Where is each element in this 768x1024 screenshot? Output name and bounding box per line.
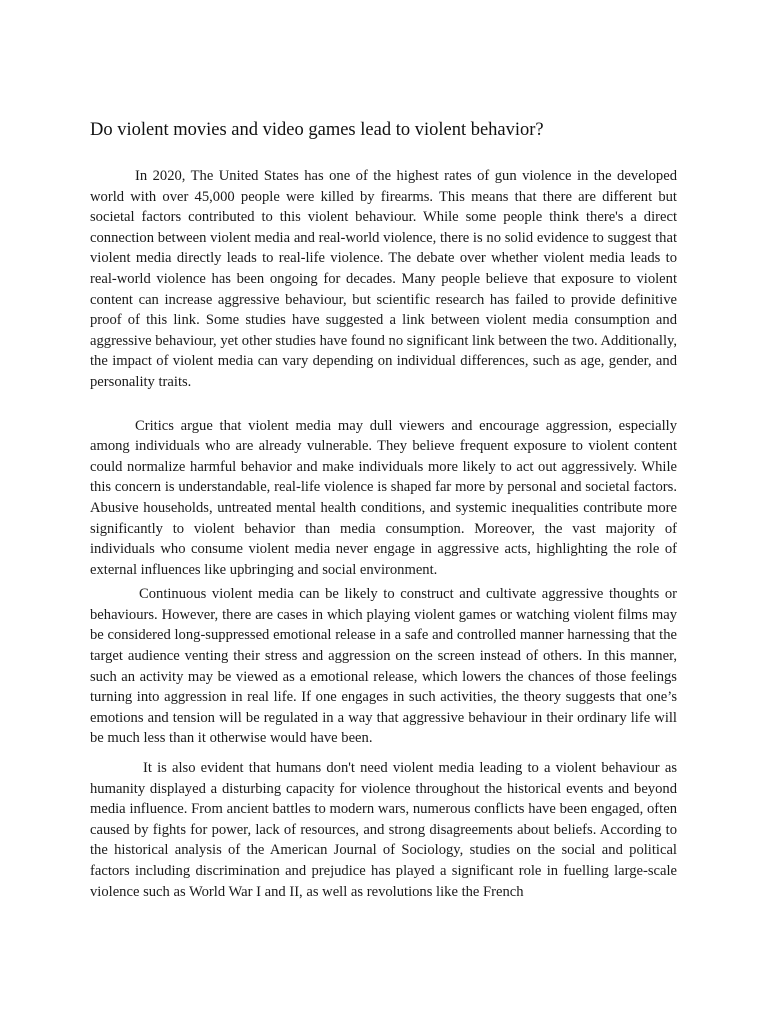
paragraph-critics-argument: Critics argue that violent media may dull viewers and encourage aggression, especially among individuals who are already vulnerable. They believe frequent exposure to violent content could normalize harmful behavior and make individuals more likely to act out aggressively. While this concern is understandable, real-life violence is shaped far more by personal and societal factors. Abusive households, untreated mental health conditions, and systemic inequalities contribute more significantly to violent behavior than media consumption. Moreover, the vast majority of individuals who consume violent media never engage in aggressive acts, highlighting the role of external influences like upbringing and social environment. [90,417,677,578]
paragraph-gun-violence-statistics: In 2020, The United States has one of the highest rates of gun violence in the developed world with over 45,000 people were killed by firearms. This means that there are different but societal factors contributed to this violent behaviour. While some people think there's a direct connection between violent media and real-world violence, there is no solid evidence to suggest that violent media directly leads to real-life violence. The debate over whether violent media leads to real-world violence has been ongoing for decades. Many people believe that exposure to violent content can increase aggressive behaviour, but scientific research has failed to provide definitive proof of this link. Some studies have suggested a link between violent media consumption and aggressive behaviour, yet other studies have found no significant link between the two. Additionally, the impact of violent media can vary depending on individual differences, such as age, gender, and personality traits. [90,168,677,390]
paragraph-historical-violence: It is also evident that humans don't need violent media leading to a violent behaviour as humanity displayed a disturbing capacity for violence throughout the historical events and beyond media influence. From ancient battles to modern wars, numerous conflicts have been engaged, often caused by fights for power, lack of resources, and strong disagreements about beliefs. According to the historical analysis of the American Journal of Sociology, studies on the social and political factors including discrimination and prejudice has played a significant role in fuelling large-scale violence such as World War I and II, as well as revolutions like the French [90,760,677,900]
document-body [90,166,677,902]
paragraph-emotional-release: Continuous violent media can be likely to construct and cultivate aggressive thoughts or behaviours. However, there are cases in which playing violent games or watching violent films may be considered long-suppressed emotional release in a safe and controlled manner harnessing that the target audience venting their stress and aggression on the screen instead of others. In this manner, such an activity may be viewed as a emotional release, which lowers the chances of those feelings turning into aggression in real life. If one engages in such activities, the theory suggests that one’s emotions and tension will be regulated in a way that aggressive behaviour in their ordinary life will be much less than it otherwise would have been. [90,586,677,747]
document-title: Do violent movies and video games lead to violent behavior? [90,120,544,140]
